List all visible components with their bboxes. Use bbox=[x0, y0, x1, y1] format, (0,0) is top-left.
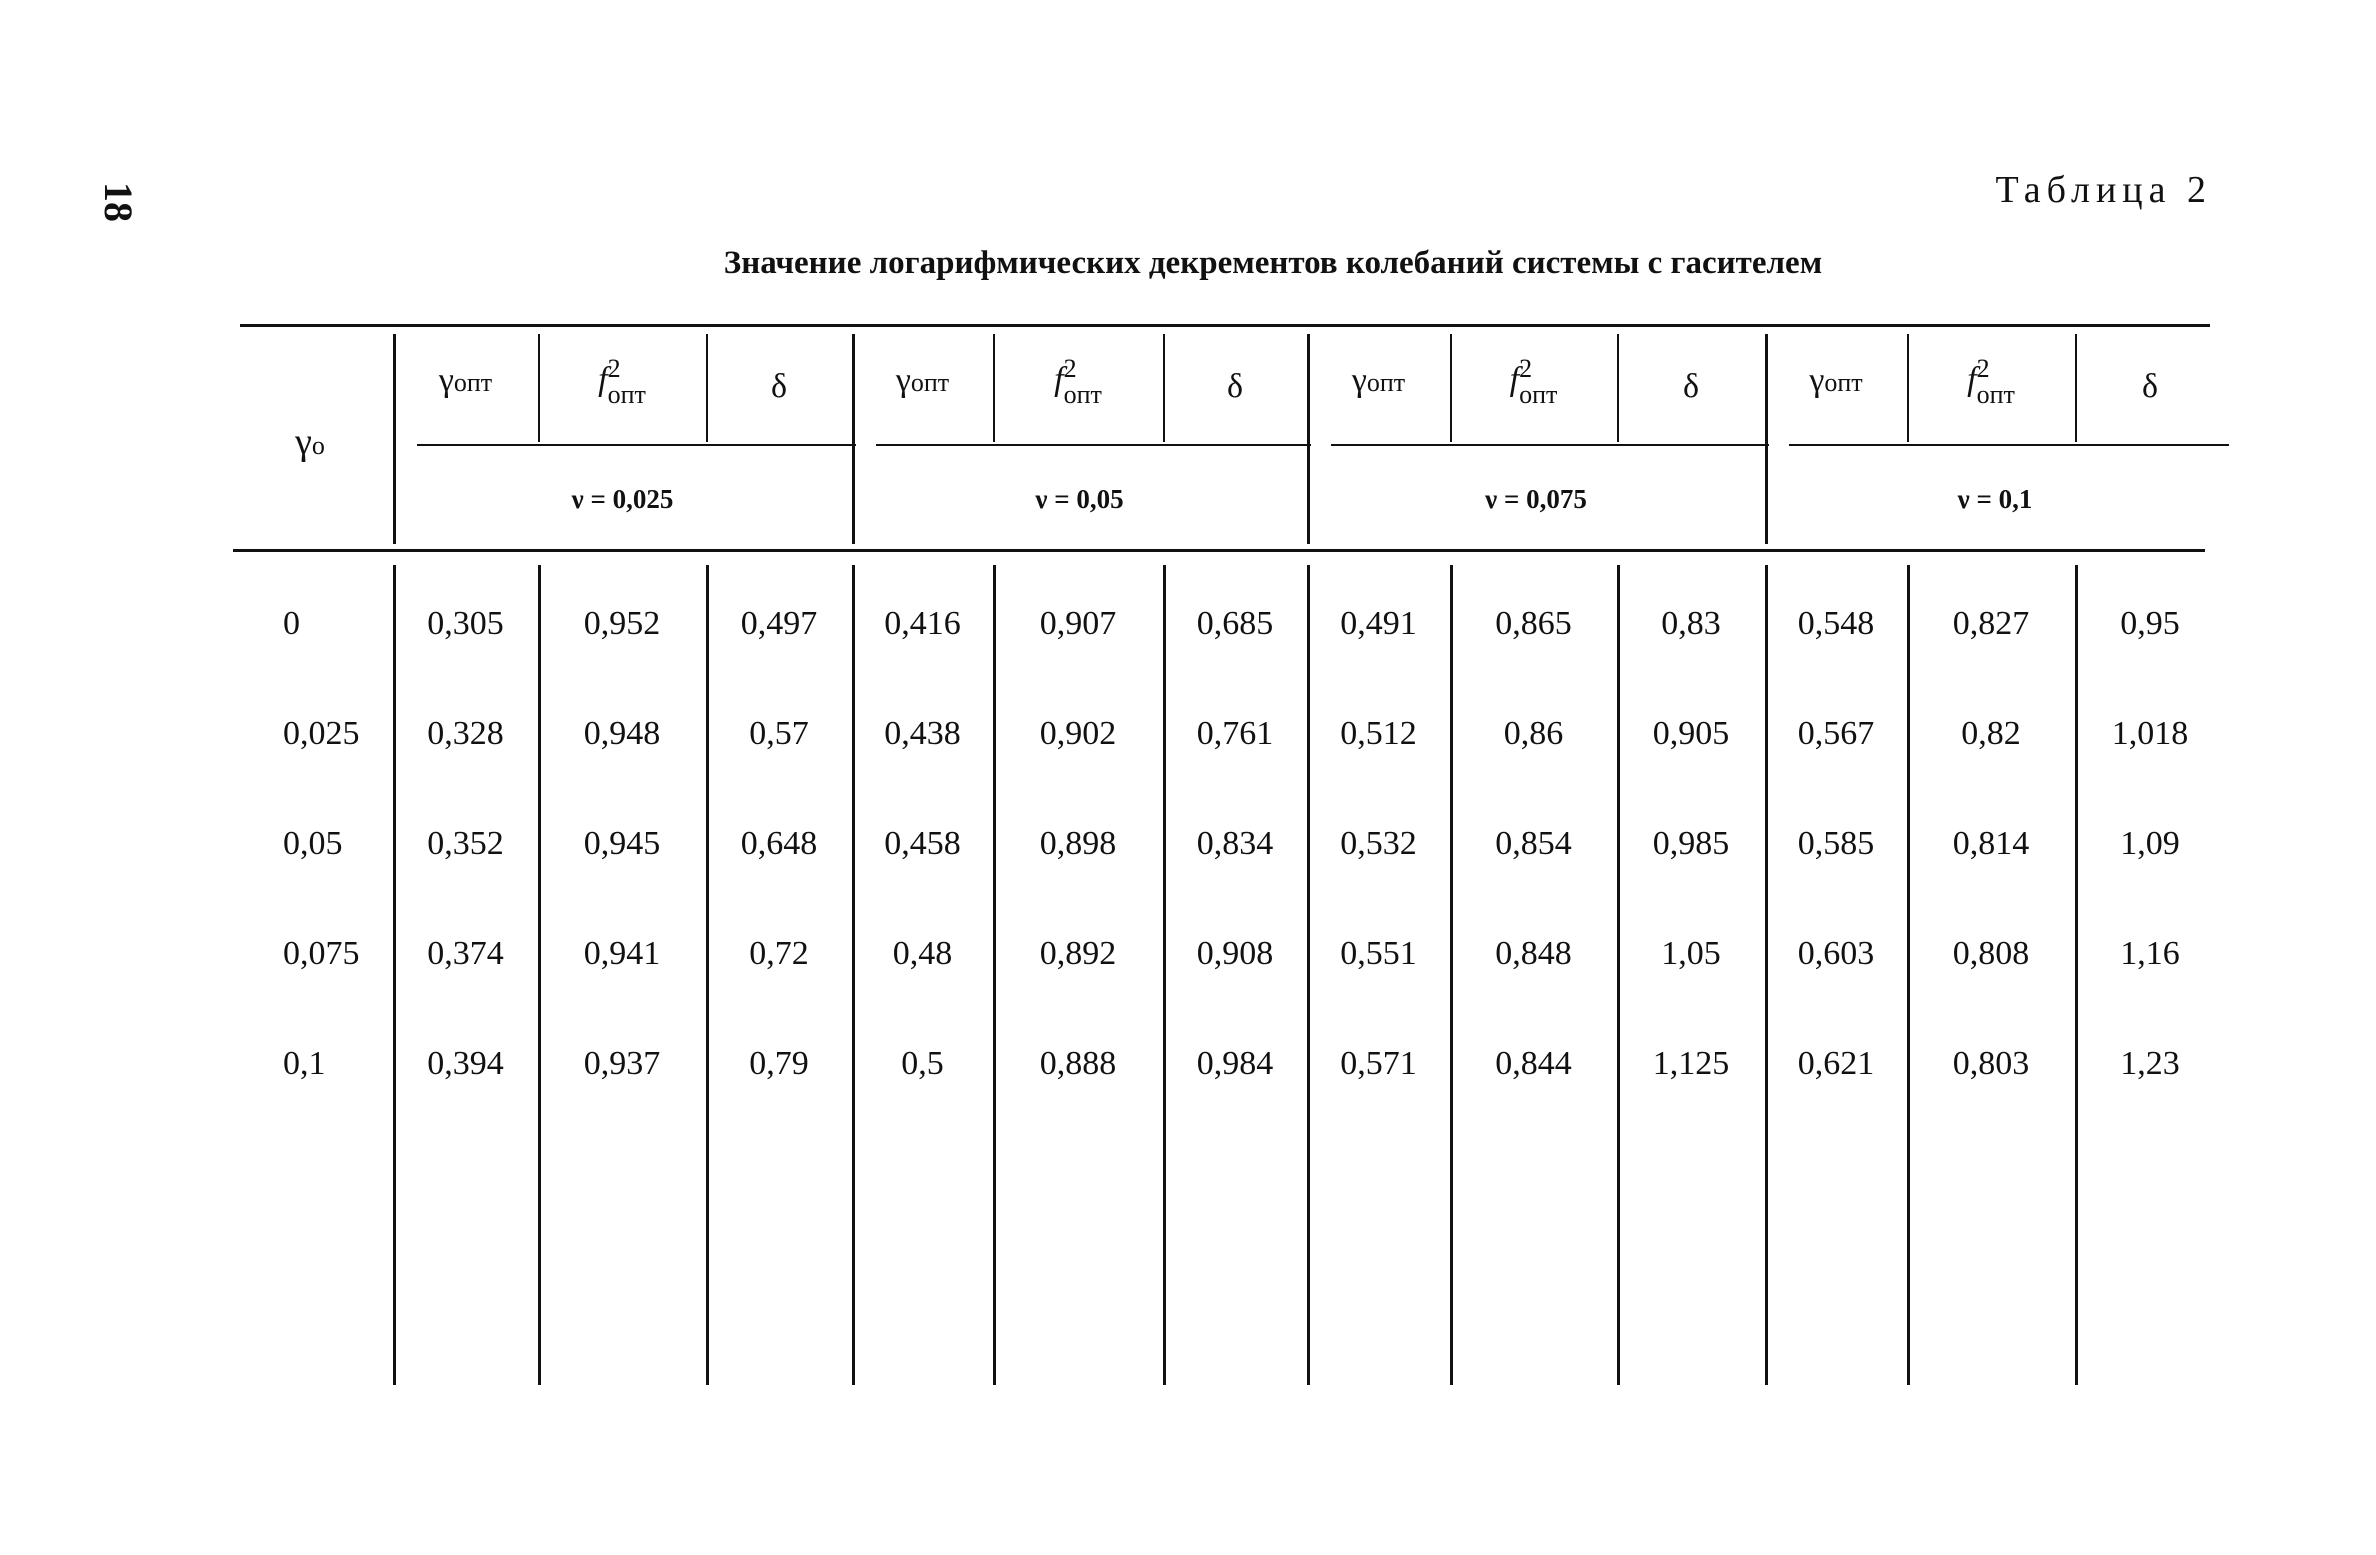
header-subscript: опт bbox=[910, 368, 950, 397]
header-superscript: 2 bbox=[607, 354, 621, 383]
table-cell: 0,5 bbox=[901, 1045, 944, 1082]
header-subscript: опт bbox=[607, 380, 646, 409]
table-cell: 0,948 bbox=[583, 715, 661, 752]
column-divider bbox=[393, 565, 396, 1385]
table-cell: 0,57 bbox=[749, 715, 809, 752]
table-cell: 0,305 bbox=[427, 605, 504, 642]
col-header-f-opt-squared bbox=[1018, 356, 1138, 408]
table-cell: 0,808 bbox=[1952, 935, 2030, 972]
page-number: 18 bbox=[96, 182, 141, 222]
header-subscript: опт bbox=[1824, 368, 1863, 397]
header-subscript: о bbox=[311, 431, 325, 460]
column-divider bbox=[1163, 565, 1166, 1385]
table-cell: 0,985 bbox=[1652, 825, 1730, 862]
table-cell: 0,685 bbox=[1196, 605, 1274, 642]
table-cell: 0,86 bbox=[1503, 715, 1564, 752]
col-header-delta bbox=[1185, 368, 1285, 406]
header-superscript: 2 bbox=[1976, 354, 1990, 383]
group-label-nu: ν = 0,05 bbox=[1035, 484, 1124, 514]
col-header-delta bbox=[1641, 368, 1741, 406]
table-cell: 0,827 bbox=[1952, 605, 2030, 642]
table-cell: 0,907 bbox=[1039, 605, 1117, 642]
column-divider bbox=[538, 565, 541, 1385]
col-header-delta bbox=[2100, 368, 2200, 406]
table-cell: 0,532 bbox=[1340, 825, 1417, 862]
superscript-subscript-stack bbox=[608, 356, 646, 408]
table-title: Значение логарифмических декрементов колебаний системы с гасителем bbox=[723, 245, 1823, 281]
header-symbol: δ bbox=[770, 368, 788, 405]
superscript-subscript-stack bbox=[1519, 356, 1557, 408]
table-cell: 1,16 bbox=[2120, 935, 2180, 972]
table-cell: 0,892 bbox=[1039, 935, 1117, 972]
table-cell: 0,648 bbox=[740, 825, 818, 862]
superscript-subscript-stack bbox=[1977, 356, 2015, 408]
header-subscript: опт bbox=[1366, 368, 1406, 397]
header-col-divider bbox=[1450, 334, 1452, 442]
table-cell: 0,567 bbox=[1797, 715, 1875, 752]
table-cell: 0,814 bbox=[1952, 825, 2030, 862]
header-col-divider bbox=[1617, 334, 1619, 442]
table-cell: 0,952 bbox=[583, 605, 661, 642]
header-bottom-rule bbox=[233, 549, 2205, 552]
header-subscript: опт bbox=[1976, 380, 2015, 409]
row-gamma0-value: 0,1 bbox=[283, 1045, 326, 1082]
table-cell: 0,497 bbox=[740, 605, 818, 642]
header-symbol: γ bbox=[1351, 362, 1367, 399]
table-cell: 0,854 bbox=[1495, 825, 1572, 862]
column-divider bbox=[1307, 565, 1310, 1385]
table-cell: 0,491 bbox=[1340, 605, 1417, 642]
table-cell: 0,865 bbox=[1495, 605, 1572, 642]
table-cell: 0,95 bbox=[2120, 605, 2180, 642]
table-cell: 1,018 bbox=[2111, 715, 2189, 752]
row-header-gamma0 bbox=[250, 420, 370, 464]
group-label-nu: ν = 0,1 bbox=[1957, 484, 2033, 514]
header-symbol: γ bbox=[438, 362, 454, 399]
table-cell: 0,937 bbox=[583, 1045, 661, 1082]
table-cell: 0,458 bbox=[884, 825, 961, 862]
table-cell: 0,941 bbox=[583, 935, 661, 972]
column-divider bbox=[1907, 565, 1910, 1385]
column-divider bbox=[1765, 565, 1768, 1385]
column-divider bbox=[2075, 565, 2078, 1385]
table-cell: 0,394 bbox=[427, 1045, 504, 1082]
table-cell: 0,945 bbox=[583, 825, 661, 862]
header-symbol: δ bbox=[1226, 368, 1244, 405]
column-divider bbox=[706, 565, 709, 1385]
row-gamma0-value: 0,025 bbox=[283, 715, 360, 752]
table-cell: 0,551 bbox=[1340, 935, 1417, 972]
row-gamma0-value: 0 bbox=[283, 605, 300, 642]
col-header-gamma-opt bbox=[1319, 362, 1439, 400]
header-symbol: f bbox=[598, 360, 608, 398]
col-header-gamma-opt bbox=[863, 362, 983, 400]
table-cell: 0,352 bbox=[427, 825, 504, 862]
group-label-nu: ν = 0,075 bbox=[1485, 484, 1587, 514]
table-cell: 1,23 bbox=[2120, 1045, 2180, 1082]
header-col-divider bbox=[1907, 334, 1909, 442]
header-superscript: 2 bbox=[1063, 354, 1077, 383]
header-symbol: γ bbox=[1809, 362, 1825, 399]
group-rule-2 bbox=[876, 444, 1311, 446]
header-col-divider bbox=[706, 334, 708, 442]
table-cell: 0,848 bbox=[1495, 935, 1572, 972]
table-cell: 0,898 bbox=[1039, 825, 1117, 862]
table-cell: 0,374 bbox=[427, 935, 504, 972]
table-cell: 0,72 bbox=[749, 935, 809, 972]
table-cell: 0,888 bbox=[1039, 1045, 1117, 1082]
header-col-divider bbox=[1163, 334, 1165, 442]
header-superscript: 2 bbox=[1519, 354, 1533, 383]
header-subscript: опт bbox=[453, 368, 493, 397]
table-cell: 0,512 bbox=[1340, 715, 1417, 752]
table-cell: 0,621 bbox=[1797, 1045, 1875, 1082]
row-gamma0-value: 0,05 bbox=[283, 825, 343, 862]
superscript-subscript-stack bbox=[1064, 356, 1102, 408]
table-cell: 0,761 bbox=[1196, 715, 1274, 752]
table-cell: 0,984 bbox=[1196, 1045, 1274, 1082]
header-symbol: δ bbox=[2141, 368, 2159, 405]
header-symbol: f bbox=[1509, 360, 1520, 398]
table-cell: 0,905 bbox=[1652, 715, 1730, 752]
column-divider bbox=[1617, 565, 1620, 1385]
table-cell: 0,328 bbox=[427, 715, 504, 752]
table-cell: 0,908 bbox=[1196, 935, 1274, 972]
table-cell: 0,603 bbox=[1797, 935, 1875, 972]
row-gamma0-value: 0,075 bbox=[283, 935, 360, 972]
table-cell: 0,803 bbox=[1952, 1045, 2030, 1082]
table-cell: 0,79 bbox=[749, 1045, 809, 1082]
col-header-f-opt-squared bbox=[1474, 356, 1594, 408]
header-symbol: f bbox=[1054, 360, 1064, 398]
table-label: Таблица 2 bbox=[1995, 169, 2212, 211]
table-cell: 0,902 bbox=[1039, 715, 1117, 752]
group-rule-1 bbox=[417, 444, 856, 446]
table-cell: 1,125 bbox=[1652, 1045, 1730, 1082]
table-cell: 0,438 bbox=[884, 715, 961, 752]
table-cell: 0,844 bbox=[1495, 1045, 1572, 1082]
header-symbol: f bbox=[1967, 360, 1977, 398]
table-cell: 1,09 bbox=[2120, 825, 2180, 862]
header-symbol: δ bbox=[1682, 368, 1700, 405]
table-cell: 0,571 bbox=[1340, 1045, 1417, 1082]
group-rule-4 bbox=[1789, 444, 2229, 446]
col-header-f-opt-squared bbox=[562, 356, 682, 408]
table-cell: 0,548 bbox=[1797, 605, 1875, 642]
table-cell: 0,416 bbox=[884, 605, 961, 642]
table-cell: 0,585 bbox=[1797, 825, 1875, 862]
header-symbol: γ bbox=[295, 421, 312, 463]
header-col-divider bbox=[993, 334, 995, 442]
table-cell: 0,834 bbox=[1196, 825, 1274, 862]
header-symbol: γ bbox=[895, 362, 911, 399]
table-cell: 0,83 bbox=[1661, 605, 1721, 642]
header-col-divider bbox=[538, 334, 540, 442]
table-cell: 0,82 bbox=[1961, 715, 2021, 752]
column-divider bbox=[852, 565, 855, 1385]
header-subscript: опт bbox=[1519, 380, 1558, 409]
table-cell: 0,48 bbox=[892, 935, 953, 972]
col-header-gamma-opt bbox=[1776, 362, 1896, 400]
group-label-nu: ν = 0,025 bbox=[571, 484, 674, 514]
col-header-delta bbox=[729, 368, 829, 406]
group-rule-3 bbox=[1331, 444, 1769, 446]
table-top-rule bbox=[240, 324, 2210, 327]
column-divider bbox=[993, 565, 996, 1385]
header-subscript: опт bbox=[1063, 380, 1102, 409]
column-divider bbox=[1450, 565, 1453, 1385]
header-col-divider bbox=[2075, 334, 2077, 442]
col-header-f-opt-squared bbox=[1931, 356, 2051, 408]
table-cell: 1,05 bbox=[1661, 935, 1721, 972]
col-header-gamma-opt bbox=[406, 362, 526, 400]
